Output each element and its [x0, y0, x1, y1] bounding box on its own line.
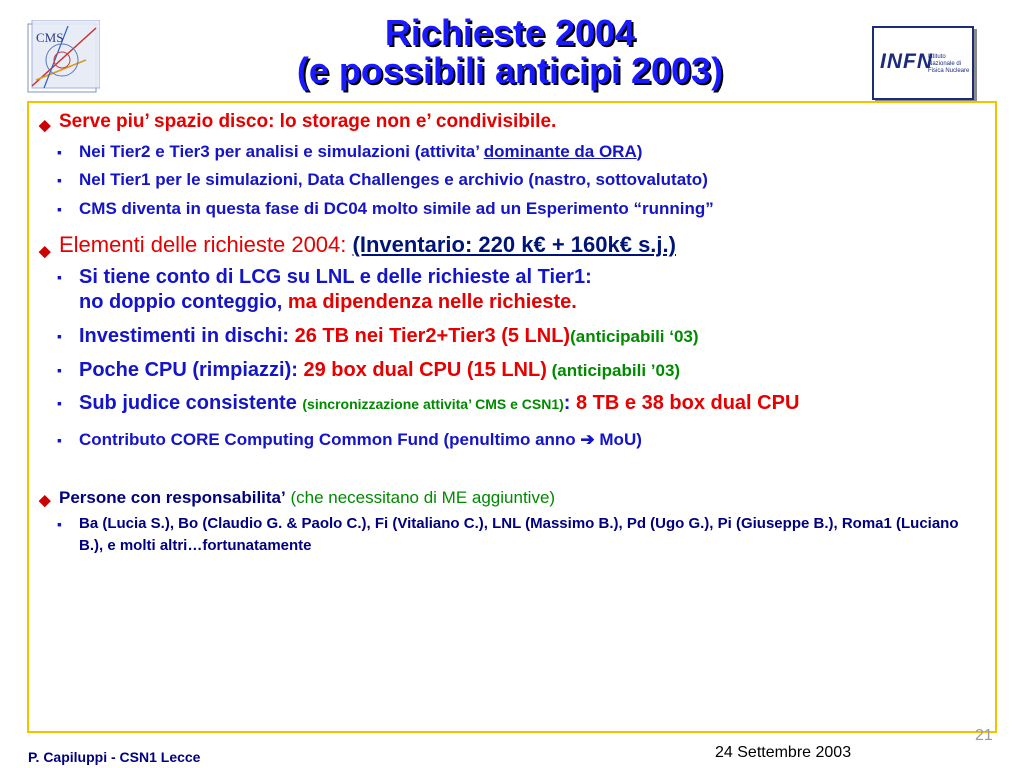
inventario-total: (Inventario: 220 k€ + 160k€ s.j.): [352, 232, 676, 257]
section-storage-heading: ◆ Serve piu’ spazio disco: lo storage non e’ condivisibile.: [35, 110, 985, 134]
bullet-sub-judice: ▪ Sub judice consistente (sincronizzazione attivita’ CMS e CSN1): 8 TB e 38 box dual CPU: [35, 389, 985, 418]
cms-logo: [24, 20, 100, 96]
diamond-bullet-icon: ◆: [39, 117, 51, 134]
bullet-investimenti-dischi: ▪ Investimenti in dischi: 26 TB nei Tier2+Tier3 (5 LNL)(anticipabili ‘03): [57, 325, 699, 347]
square-bullet-icon: ▪: [57, 516, 62, 532]
underlined-dominante: dominante da ORA: [483, 142, 637, 161]
section-richieste-heading: ◆ Elementi delle richieste 2004: (Inventario: 220 k€ + 160k€ s.j.): [35, 231, 985, 259]
title-line-2: (e possibili anticipi 2003): [296, 50, 724, 91]
cms-logo-text: CMS: [36, 30, 64, 45]
page-title: [170, 14, 850, 90]
title-line-1: Richieste 2004: [384, 12, 636, 53]
square-bullet-icon: ▪: [57, 432, 62, 448]
footer-author: P. Capiluppi - CSN1 Lecce: [28, 749, 201, 765]
arrow-right-icon: ➔: [580, 430, 595, 449]
bullet-tier2-tier3: ▪ Nei Tier2 e Tier3 per analisi e simulazioni (attivita’ dominante da ORA): [35, 140, 985, 164]
diamond-bullet-icon: ◆: [39, 243, 51, 260]
bullet-tier1: ▪ Nel Tier1 per le simulazioni, Data Challenges e archivio (nastro, sottovalutato): [35, 168, 985, 192]
square-bullet-icon: ▪: [57, 144, 62, 160]
square-bullet-icon: ▪: [57, 328, 62, 344]
infn-logo-mark: INFN: [880, 50, 933, 73]
infn-logo: [872, 26, 974, 100]
bullet-cms-dc04: ▪ CMS diventa in questa fase di DC04 molto simile ad un Esperimento “running”: [35, 197, 985, 221]
square-bullet-icon: ▪: [57, 362, 62, 378]
square-bullet-icon: ▪: [57, 172, 62, 188]
infn-logo-subtitle: Istituto Nazionale di Fisica Nucleare: [928, 54, 970, 74]
square-bullet-icon: ▪: [57, 269, 62, 285]
slide-body: [35, 108, 985, 557]
page-number: 21: [975, 727, 993, 744]
square-bullet-icon: ▪: [57, 201, 62, 217]
bullet-lcg-lnl: ▪ Si tiene conto di LCG su LNL e delle richieste al Tier1: no doppio conteggio, ma dipendenza nelle richieste.: [57, 266, 592, 313]
section-persone-heading: ◆ Persone con responsabilita’ (che necessitano di ME aggiuntive): [35, 487, 985, 509]
bullet-poche-cpu: ▪ Poche CPU (rimpiazzi): 29 box dual CPU (15 LNL) (anticipabili ’03): [57, 359, 681, 381]
square-bullet-icon: ▪: [57, 395, 62, 411]
footer-date: 24 Settembre 2003: [715, 744, 852, 761]
bullet-persone-list: ▪ Ba (Lucia S.), Bo (Claudio G. & Paolo C.), Fi (Vitaliano C.), LNL (Massimo B.), Pd (Ugo G.), Pi (Giuseppe B.), Roma1 (Luciano B.), e molti altri…fortunatamente: [57, 515, 959, 554]
bullet-contributo-core: ▪ Contributo CORE Computing Common Fund (penultimo anno ➔ MoU): [35, 428, 985, 452]
diamond-bullet-icon: ◆: [39, 492, 51, 509]
